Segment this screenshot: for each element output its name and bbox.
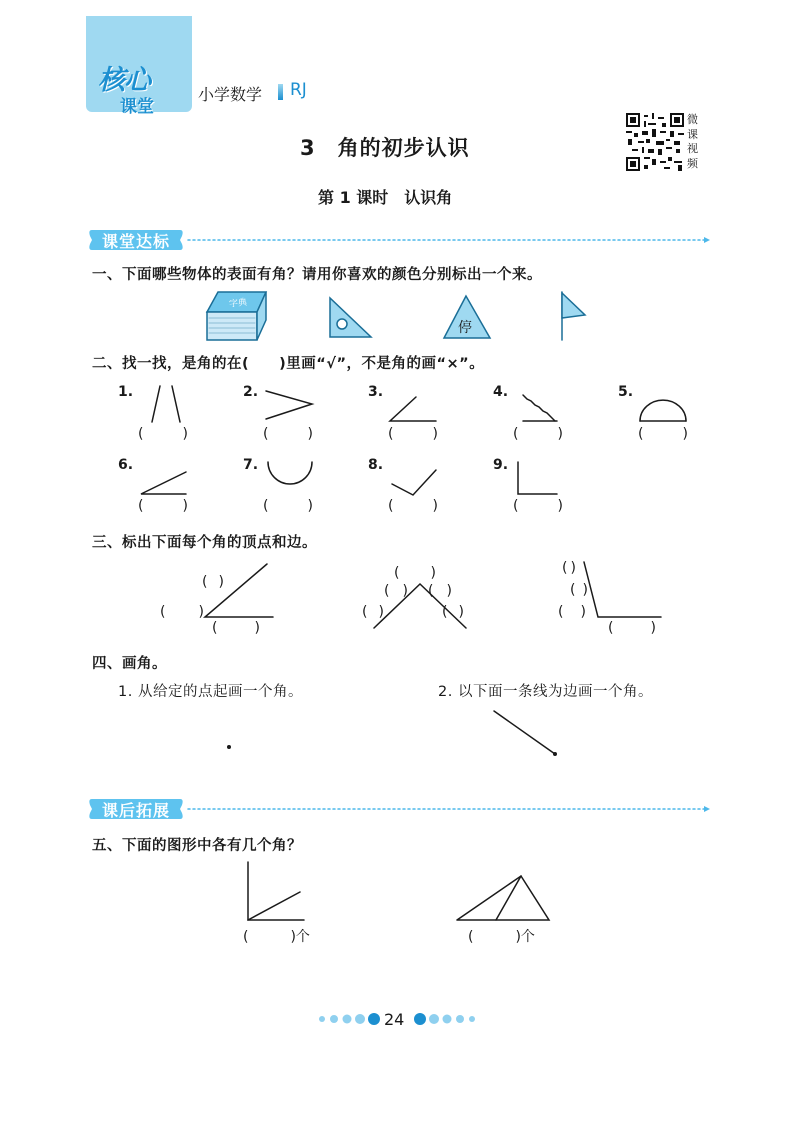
figure-item-2: [266, 391, 312, 419]
label-blank-vertex[interactable]: ( ): [570, 582, 588, 598]
answer-blank[interactable]: ( ): [388, 498, 438, 514]
item-number: 9.: [493, 457, 509, 473]
figure-item-7: [268, 462, 312, 484]
question-3-prompt: 三、标出下面每个角的顶点和边。: [92, 535, 317, 551]
section-title-classwork: 课堂达标: [101, 232, 170, 251]
question-4-prompt: 四、画角。: [92, 656, 167, 672]
item-number: 8.: [368, 457, 384, 473]
label-blank-vertex[interactable]: ( ): [394, 565, 436, 581]
set-square-icon: [330, 298, 371, 337]
angle-figure-1: [205, 564, 273, 617]
arrow-icon: [704, 806, 710, 812]
question-4-sub-2: 2. 以下面一条线为边画一个角。: [438, 684, 653, 700]
figure-item-3: [390, 397, 436, 421]
edition-label: RJ: [290, 80, 307, 100]
label-blank-side[interactable]: ( ): [384, 583, 408, 599]
answer-blank[interactable]: ( ): [513, 498, 563, 514]
arrow-icon: [704, 237, 710, 243]
answer-blank[interactable]: ( ): [263, 426, 313, 442]
label-blank-side[interactable]: ( ): [608, 620, 656, 636]
question-5-prompt: 五、下面的图形中各有几个角？: [92, 838, 302, 854]
angle-figure-3: [584, 562, 661, 617]
figure-item-1: [152, 386, 180, 422]
figure-item-5: [640, 400, 686, 421]
book-label: 字典: [228, 297, 248, 310]
item-number: 6.: [118, 457, 134, 473]
label-blank-side[interactable]: ( ): [442, 604, 464, 620]
page-number: 24: [384, 1010, 405, 1029]
label-blank-side[interactable]: ( ): [562, 560, 576, 576]
figure-item-8: [392, 470, 436, 495]
lesson-title: 第 1 课时 认识角: [318, 188, 453, 207]
item-number: 2.: [243, 384, 259, 400]
answer-blank[interactable]: ( ): [388, 426, 438, 442]
given-point: [553, 752, 557, 756]
question-4-sub-1: 1. 从给定的点起画一个角。: [118, 684, 303, 700]
given-point: [227, 745, 231, 749]
angle-figure-2: [374, 584, 466, 628]
answer-blank[interactable]: ( ): [138, 426, 188, 442]
label-blank-side[interactable]: ( ): [160, 604, 204, 620]
item-number: 5.: [618, 384, 634, 400]
label-blank-side[interactable]: ( ): [362, 604, 384, 620]
flag-icon: [562, 292, 585, 340]
given-line: [494, 711, 555, 754]
footer-dots-left: [319, 1013, 380, 1025]
answer-blank[interactable]: ( ): [138, 498, 188, 514]
item-number: 7.: [243, 457, 259, 473]
label-blank-side[interactable]: ( ): [212, 620, 260, 636]
label-blank-side[interactable]: ( ): [428, 583, 452, 599]
figure-item-4: [523, 395, 557, 421]
answer-blank[interactable]: ( ): [638, 426, 688, 442]
answer-blank[interactable]: ( ): [263, 498, 313, 514]
chapter-title: 3 角的初步认识: [300, 136, 470, 160]
footer-dots-right: [414, 1013, 475, 1025]
sign-label: 停: [458, 320, 472, 336]
logo-text: 核心: [98, 65, 150, 96]
item-number: 4.: [493, 384, 509, 400]
label-blank-vertex[interactable]: ( ): [202, 574, 224, 590]
logo-subtext: 课堂: [120, 97, 154, 117]
subject-label: 小学数学: [198, 85, 263, 104]
answer-blank-count[interactable]: ( )个: [468, 929, 535, 945]
qr-label: 微课视频: [687, 113, 698, 170]
count-figure-1: [248, 862, 304, 920]
answer-blank-count[interactable]: ( )个: [243, 929, 310, 945]
label-blank-side[interactable]: ( ): [558, 604, 586, 620]
answer-blank[interactable]: ( ): [513, 426, 563, 442]
section-title-homework: 课后拓展: [101, 801, 170, 820]
item-number: 1.: [118, 384, 134, 400]
question-2-prompt: 二、找一找，是角的在( )里画“√”，不是角的画“×”。: [92, 356, 485, 372]
question-1-prompt: 一、下面哪些物体的表面有角？请用你喜欢的颜色分别标出一个来。: [92, 267, 542, 283]
figure-item-6: [141, 472, 186, 494]
item-number: 3.: [368, 384, 384, 400]
count-figure-2: [457, 876, 549, 920]
figure-item-9: [518, 462, 557, 494]
